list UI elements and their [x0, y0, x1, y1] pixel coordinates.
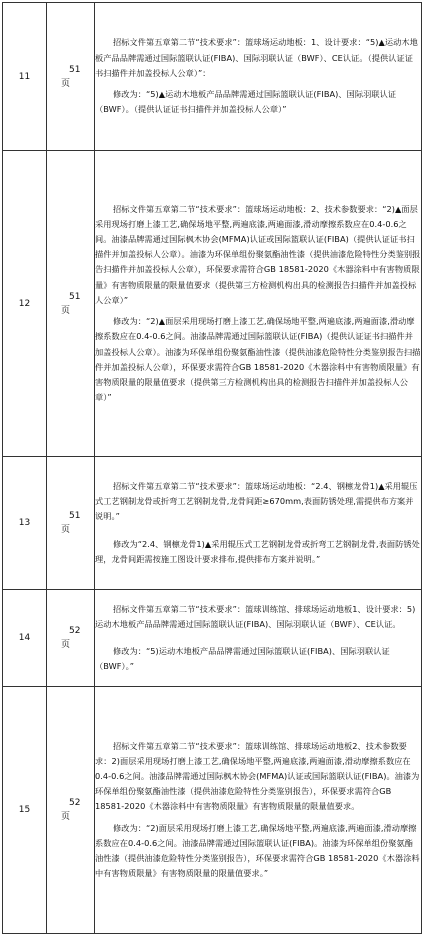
change-text	[95, 687, 422, 934]
page-unit: 页	[61, 525, 71, 535]
row-number: 13	[3, 457, 47, 590]
page-unit: 页	[61, 305, 71, 316]
table-row	[3, 590, 422, 687]
change-text	[95, 151, 422, 457]
revised-clause: 修改为“2.4、钢檩龙骨1)▲采用辊压式工艺钢制龙骨或折弯工艺钢制龙骨,表面防锈处理，龙骨间距需按施工图设计要求排布,提供排布方案并说明。”	[95, 538, 420, 564]
original-clause: 招标文件第五章第二节“技术要求”：篮球场运动地板：“2.4、钢檩龙骨1)▲采用辊压式工艺钢制龙骨或折弯工艺钢制龙骨,龙骨间距≥670mm,表面防锈处理,需提供布方案并说明。”	[95, 480, 418, 522]
row-number: 12	[3, 151, 47, 457]
original-clause: 招标文件第五章第二节“技术要求”：篮球场运动地板：1、设计要求：“5)▲运动木地板产品品牌需通过国际篮联认证(FIBA)、国际羽联认证（BWF）、CE认证。（提供认证证书扫描件并加盖投标人公章）”：	[95, 37, 418, 78]
row-number: 11	[3, 3, 47, 151]
page-number: 51	[69, 511, 81, 521]
page-cell	[47, 457, 95, 590]
original-clause: 招标文件第五章第二节“技术要求”：篮球训练馆、排球场运动地板2、技术参数要求：2)面层采用现场打磨上漆工艺,确保场地平整,两遍底漆,两遍面漆,滑动摩擦系数应在0.4-0.6之间。油漆品牌需通过国际枫木协会(MFMA)认证或国际篮联认证(FIBA)。油漆为环保单组份聚氨酯油性漆（提供油漆危险特性分类鉴别报告），环保要求需符合GB 18581-2020《木器涂料中有害物质限量》有害物质限量的限量值要求。	[95, 740, 420, 812]
original-clause: 招标文件第五章第二节“技术要求”：篮球场运动地板：2、技术参数要求：“2)▲面层采用现场打磨上漆工艺,确保场地平整,两遍底漆,两遍面漆,滑动摩擦系数应在0.4-0.6之间。油漆品牌需通过国际枫木协会(MFMA)认证或国际篮联认证(FIBA)（提供认证证书扫描件并加盖投标人公章）。油漆为环保单组份聚氨酯油性漆（提供油漆危险特性分类鉴别报告扫描件并加盖投标人公章），环保要求需符合GB 18581-2020《木器涂料中有害物质限量》有害物质限量的限量值要求（提供第三方检测机构出具的检测报告扫描件并加盖投标人公章）”	[95, 203, 421, 305]
revised-clause: 修改为：“2)面层采用现场打磨上漆工艺,确保场地平整,两遍底漆,两遍面漆,滑动摩擦系数应在0.4-0.6之间。油漆品牌需通过国际篮联认证(FIBA)。油漆为环保单组份聚氨酯油性漆（提供油漆危险特性分类鉴别报告），环保要求需符合GB 18581-2020《木器涂料中有害物质限量》有害物质限量的限量值要求。”	[95, 822, 420, 879]
page-number: 52	[69, 626, 81, 636]
revised-clause: 修改为：“5)运动木地板产品品牌需通过国际篮联认证(FIBA)、国际羽联认证（BWF）。”	[95, 646, 390, 672]
original-clause: 招标文件第五章第二节“技术要求”：篮球训练馆、排球场运动地板1、设计要求：5)运动木地板产品品牌需通过国际篮联认证(FIBA)、国际羽联认证（BWF）、CE认证。	[95, 603, 416, 629]
page-number: 51	[69, 291, 81, 302]
page-unit: 页	[61, 812, 71, 822]
table-row	[3, 687, 422, 934]
revision-table	[2, 2, 422, 934]
page-cell	[47, 687, 95, 934]
table-row	[3, 151, 422, 457]
page-cell	[47, 590, 95, 687]
page-unit: 页	[61, 78, 71, 89]
revised-clause: 修改为：“2)▲面层采用现场打磨上漆工艺,确保场地平整,两遍底漆,两遍面漆,滑动摩擦系数应在0.4-0.6之间。油漆品牌需通过国际篮联认证(FIBA)（提供认证证书扫描件并加盖投标人公章）。油漆为环保单组份聚氨酯油性漆（提供油漆危险特性分类鉴别报告扫描件并加盖投标人公章），环保要求需符合GB 18581-2020《木器涂料中有害物质限量》有害物质限量的限量值要求（提供第三方检测机构出具的检测报告扫描件并加盖投标人公章）”	[95, 316, 421, 403]
page-unit: 页	[61, 640, 71, 650]
row-number: 15	[3, 687, 47, 934]
table-row	[3, 3, 422, 151]
table-row	[3, 457, 422, 590]
change-text	[95, 3, 422, 151]
page-cell	[47, 3, 95, 151]
page-cell	[47, 151, 95, 457]
revised-clause: 修改为：“5)▲运动木地板产品品牌需通过国际篮联认证(FIBA)、国际羽联认证（BWF）。（提供认证证书扫描件并加盖投标人公章）”	[95, 89, 397, 115]
page-number: 52	[69, 798, 81, 808]
row-number: 14	[3, 590, 47, 687]
page-number: 51	[69, 64, 81, 75]
change-text	[95, 590, 422, 687]
change-text	[95, 457, 422, 590]
